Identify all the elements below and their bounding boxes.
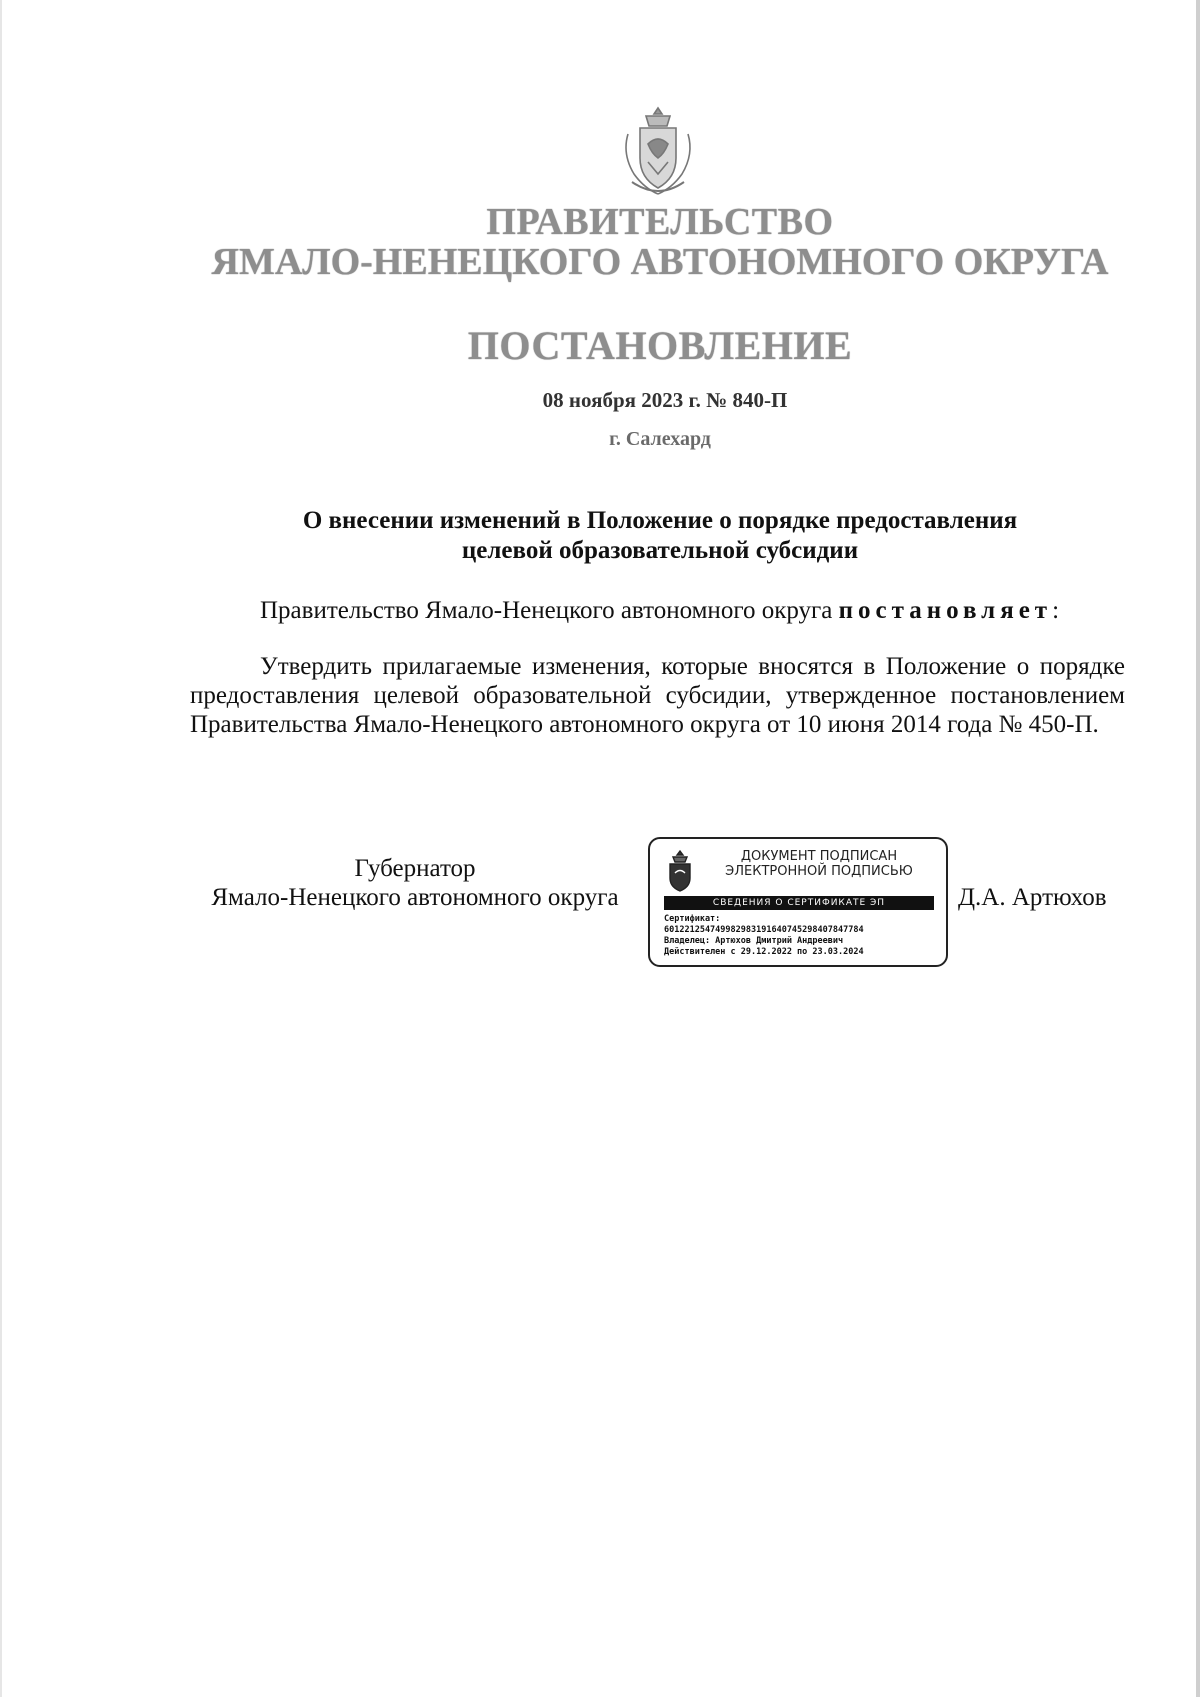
signer-title-line1: Губернатор: [354, 855, 476, 882]
coat-of-arms-icon: [618, 104, 698, 202]
stamp-owner: Владелец: Артюхов Дмитрий Андреевич: [664, 936, 844, 946]
stamp-certificate-bar: СВЕДЕНИЯ О СЕРТИФИКАТЕ ЭП: [664, 896, 934, 910]
preamble-text: Правительство Ямало-Ненецкого автономного округа: [260, 597, 839, 624]
stamp-header-line1: ДОКУМЕНТ ПОДПИСАН: [740, 849, 898, 864]
subject-line2: целевой образовательной субсидии: [461, 537, 859, 564]
government-title-line2: ЯМАЛО-НЕНЕЦКОГО АВТОНОМНОГО ОКРУГА: [211, 241, 1109, 283]
stamp-cert-value: 601221254749982983191640745298407847784: [664, 925, 864, 935]
government-title-line1: ПРАВИТЕЛЬСТВО: [486, 201, 834, 243]
preamble: [190, 596, 1125, 626]
stamp-header-line2: ЭЛЕКТРОННОЙ ПОДПИСЬЮ: [725, 864, 913, 879]
date-and-number: 08 ноября 2023 г. № 840-П: [542, 388, 788, 412]
signer-title: [190, 854, 640, 912]
preamble-tail: :: [1052, 597, 1060, 624]
stamp-cert-label: Сертификат:: [664, 914, 721, 924]
preamble-emphasis: постановляет: [838, 597, 1053, 624]
electronic-signature-stamp: [648, 837, 948, 967]
body-paragraph: Утвердить прилагаемые изменения, которые вносятся в Положение о порядке предоставления целевой образовательной субсидии, утвержденное постановлением Правительства Ямало-Ненецкого автономного округа от 10 июня 2014 года № 450-П.: [190, 653, 1125, 738]
stamp-header: [690, 849, 948, 879]
signer-title-line2: Ямало-Ненецкого автономного округа: [211, 884, 619, 911]
city: г. Салехард: [609, 428, 711, 450]
stamp-certificate-info: [664, 914, 944, 958]
subject-line1: О внесении изменений в Положение о порядке предоставления: [302, 507, 1018, 534]
document-subject: [190, 506, 1130, 566]
stamp-valid: Действителен с 29.12.2022 по 23.03.2024: [664, 947, 864, 957]
document-type: ПОСТАНОВЛЕНИЕ: [467, 323, 853, 368]
signer-name: Д.А. Артюхов: [958, 884, 1107, 911]
